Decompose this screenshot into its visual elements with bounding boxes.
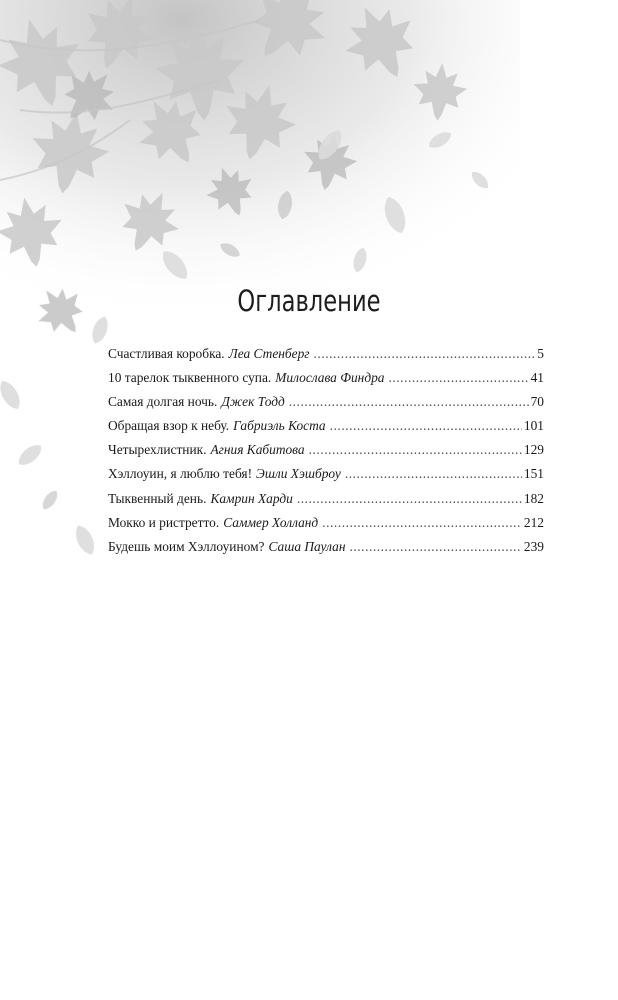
dot-leader xyxy=(345,462,522,486)
toc-entry xyxy=(108,342,544,366)
story-author: Леа Стенберг xyxy=(228,346,310,361)
toc-entry xyxy=(108,414,544,438)
story-title: Будешь моим Хэллоуином? xyxy=(108,538,265,554)
story-author: Саммер Холланд xyxy=(223,514,319,530)
dot-leader xyxy=(314,342,536,366)
story-author: Агния Кабитова xyxy=(210,442,305,458)
page-number: 212 xyxy=(523,514,544,530)
story-author: Габриэль Коста xyxy=(233,418,326,434)
story-author: Милослава Финдра xyxy=(275,370,385,386)
story-title: Мокко и ристретто. xyxy=(108,514,220,530)
page-title: Оглавление xyxy=(237,284,381,318)
dot-leader xyxy=(309,438,522,462)
toc-entry xyxy=(108,462,544,486)
story-author: Саша Паулан xyxy=(268,538,346,554)
page-number: 239 xyxy=(523,538,544,554)
story-title: 10 тарелок тыквенного супа. xyxy=(108,370,272,386)
toc-entry xyxy=(108,366,544,390)
story-author: Камрин Харди xyxy=(210,490,293,506)
page-number: 70 xyxy=(530,394,544,410)
toc-entry xyxy=(108,511,544,535)
table-of-contents xyxy=(108,342,544,559)
toc-entry xyxy=(108,535,544,559)
dot-leader xyxy=(389,366,529,390)
dot-leader xyxy=(322,511,522,535)
dot-leader xyxy=(297,487,522,511)
page-number: 41 xyxy=(530,370,544,386)
dot-leader xyxy=(330,414,522,438)
page-number: 5 xyxy=(537,346,544,361)
story-author: Эшли Хэшброу xyxy=(256,466,341,482)
page-number: 182 xyxy=(523,490,544,506)
dot-leader xyxy=(289,390,529,414)
page-number: 101 xyxy=(523,418,544,434)
dot-leader xyxy=(349,535,521,559)
story-title: Тыквенный день. xyxy=(108,490,207,506)
toc-entry xyxy=(108,487,544,511)
story-author: Джек Тодд xyxy=(221,394,285,410)
page-number: 129 xyxy=(523,442,544,458)
story-title: Самая долгая ночь. xyxy=(108,394,218,410)
story-title: Хэллоуин, я люблю тебя! xyxy=(108,466,253,482)
story-title: Счастливая коробка. xyxy=(108,346,225,361)
story-title: Четырехлистник. xyxy=(108,442,207,458)
toc-entry xyxy=(108,438,544,462)
story-title: Обращая взор к небу. xyxy=(108,418,230,434)
toc-entry xyxy=(108,390,544,414)
page-number: 151 xyxy=(523,466,544,482)
